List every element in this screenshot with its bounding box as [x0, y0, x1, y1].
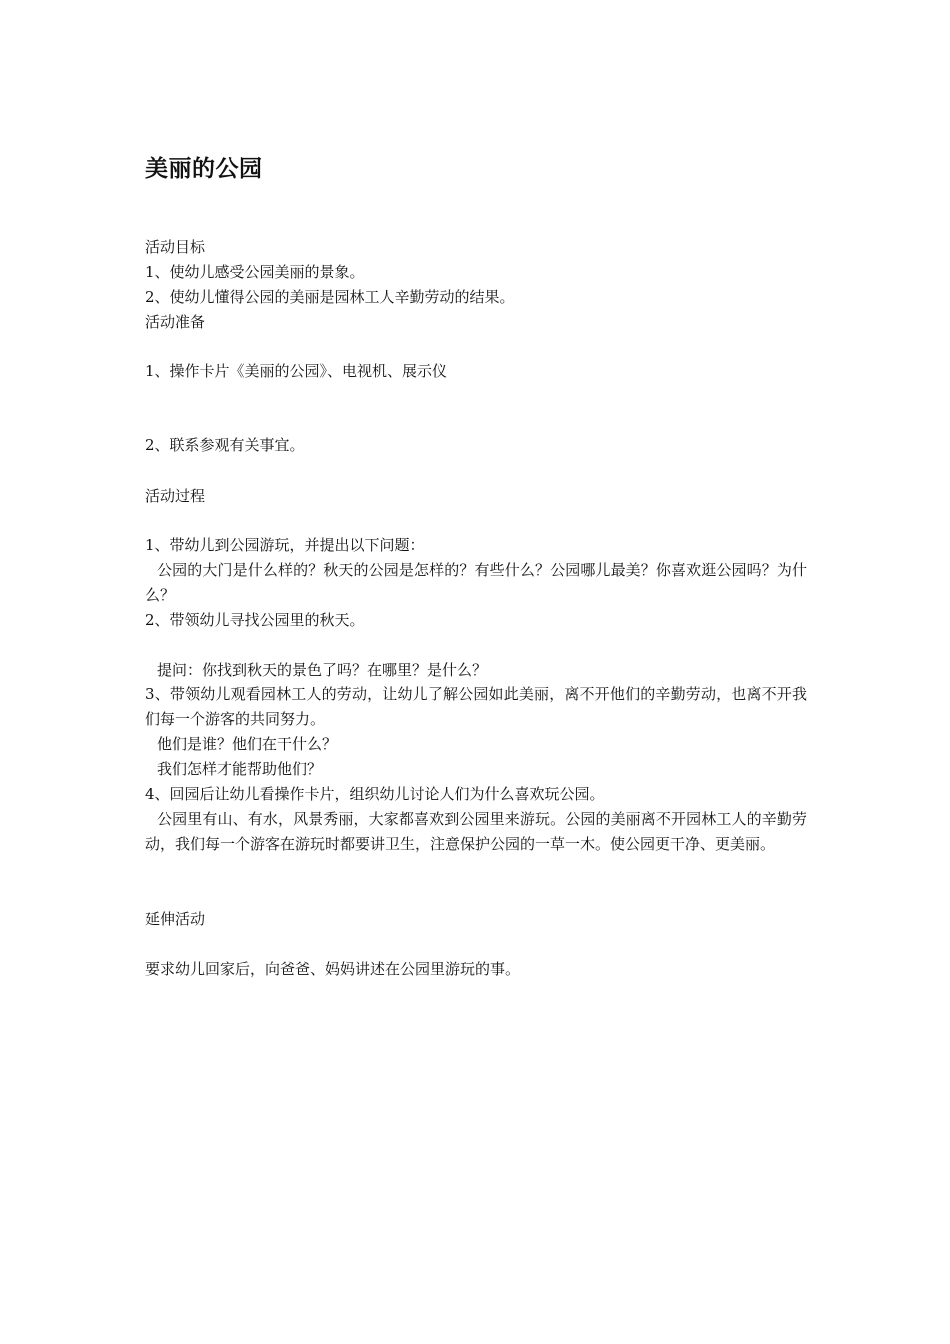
process-step-3: 3、带领幼儿观看园林工人的劳动，让幼儿了解公园如此美丽，离不开他们的辛勤劳动，也离不开我们每一个游客的共同努力。: [145, 685, 807, 728]
goal-item-2: 2、使幼儿懂得公园的美丽是园林工人辛勤劳动的结果。: [145, 288, 515, 306]
prep-item-2: 2、联系参观有关事宜。: [145, 436, 305, 454]
process-step-1: 1、带幼儿到公园游玩，并提出以下问题：: [145, 536, 425, 554]
goal-item-1: 1、使幼儿感受公园美丽的景象。: [145, 263, 365, 281]
goals-heading: 活动目标: [145, 238, 206, 256]
process-step-2: 2、带领幼儿寻找公园里的秋天。: [145, 611, 365, 629]
extension-text: 要求幼儿回家后，向爸爸、妈妈讲述在公园里游玩的事。: [145, 960, 521, 978]
document-title: 美丽的公园: [145, 156, 263, 182]
process-step-2-question: 提问：你找到秋天的景色了吗？在哪里？是什么？: [157, 661, 488, 679]
process-step-3-question-2: 我们怎样才能帮助他们？: [157, 760, 323, 778]
process-step-3-question-1: 他们是谁？他们在干什么？: [157, 735, 338, 753]
prep-item-1: 1、操作卡片《美丽的公园》、电视机、展示仪: [145, 362, 448, 380]
prep-heading: 活动准备: [145, 313, 206, 331]
process-step-4-summary: 公园里有山、有水，风景秀丽，大家都喜欢到公园里来游玩。公园的美丽离不开园林工人的辛勤劳动，我们每一个游客在游玩时都要讲卫生，注意保护公园的一草一木。使公园更干净、更美丽。: [145, 810, 807, 853]
extension-heading: 延伸活动: [145, 910, 206, 928]
process-step-1-questions: 公园的大门是什么样的？秋天的公园是怎样的？有些什么？公园哪儿最美？你喜欢逛公园吗？为什么？: [145, 561, 807, 604]
process-heading: 活动过程: [145, 487, 206, 505]
process-step-4: 4、回园后让幼儿看操作卡片，组织幼儿讨论人们为什么喜欢玩公园。: [145, 785, 605, 803]
